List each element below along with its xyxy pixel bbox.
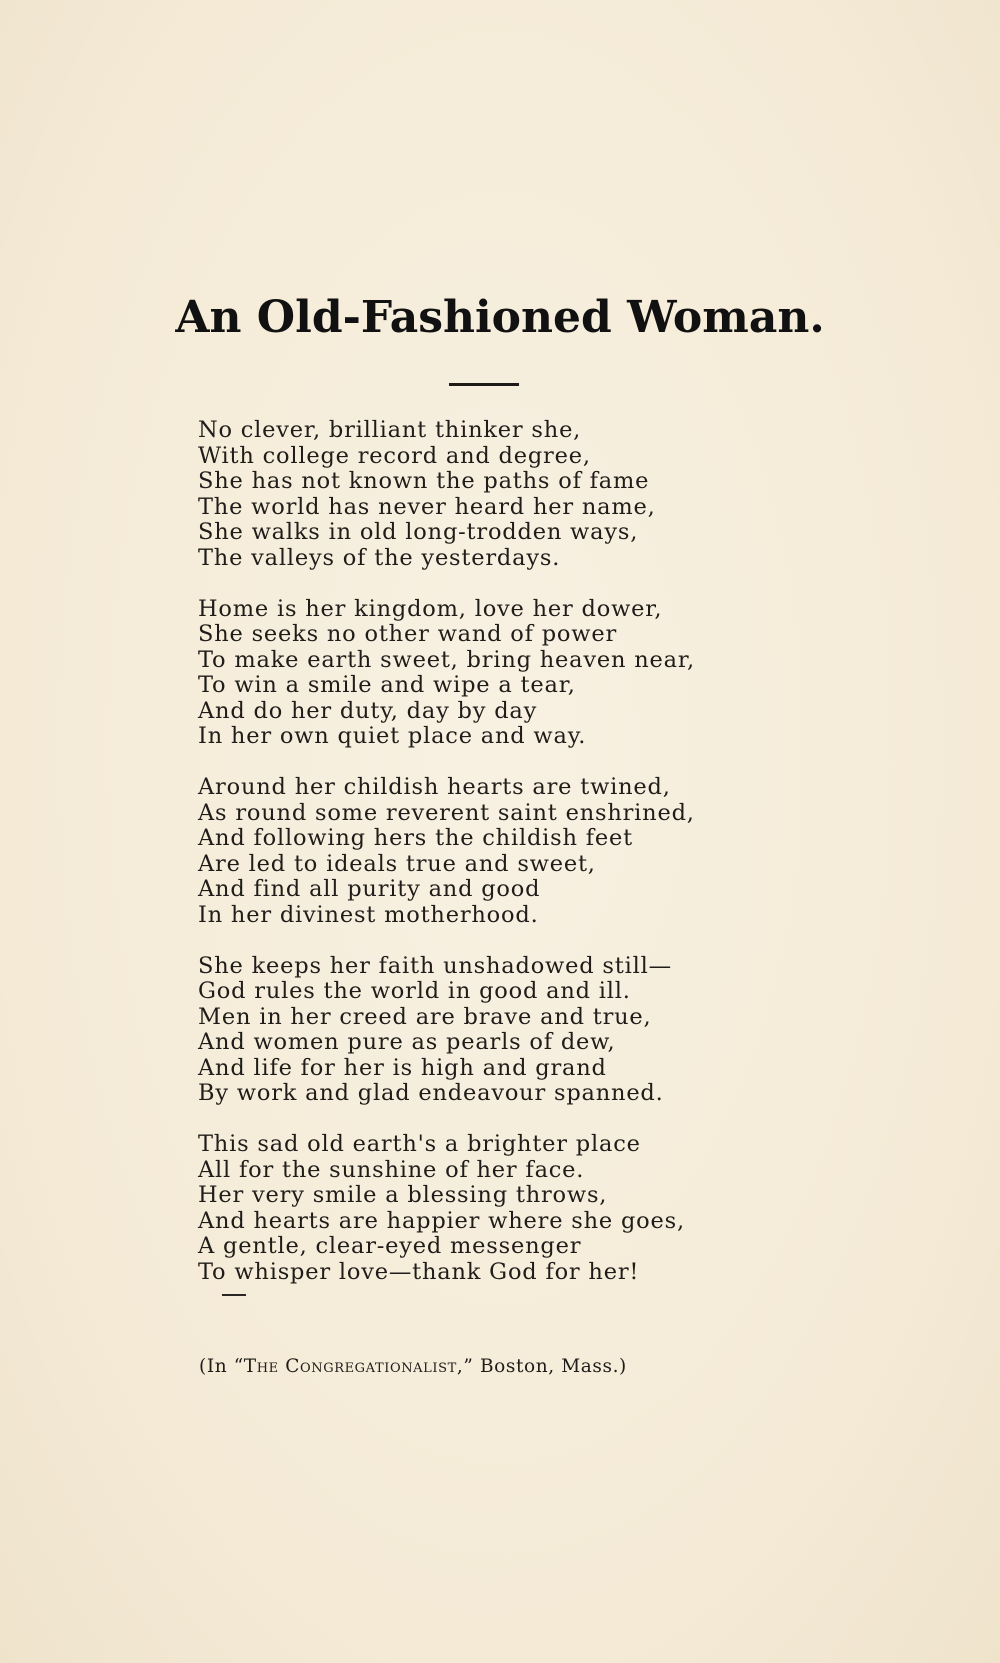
poem-line: As round some reverent saint enshrined, — [198, 799, 695, 826]
poem-line: Around her childish hearts are twined, — [198, 774, 671, 800]
poem-line: Home is her kingdom, love her dower, — [198, 595, 663, 622]
stanza-3 — [198, 775, 798, 928]
poem-line: All for the sunshine of her face. — [198, 1156, 585, 1183]
poem-line: And following hers the childish feet — [198, 825, 633, 851]
poem-line: With college record and degree, — [198, 442, 591, 469]
poem-line: A gentle, clear-eyed messenger — [198, 1233, 582, 1259]
poem-line: The valleys of the yesterdays. — [198, 544, 561, 571]
poem-line: And hearts are happier where she goes, — [198, 1207, 685, 1234]
poem-line: To whisper love—thank God for her! — [198, 1258, 640, 1285]
poem-line: In her divinest motherhood. — [198, 901, 539, 928]
poem-line: To make earth sweet, bring heaven near, — [198, 646, 695, 673]
closing-dash — [222, 1294, 246, 1296]
poem-line: She seeks no other wand of power — [198, 621, 617, 647]
poem-line: And life for her is high and grand — [198, 1054, 607, 1081]
poem-line: Her very smile a blessing throws, — [198, 1182, 608, 1208]
poem-line: And find all purity and good — [198, 876, 541, 902]
poem-line: She walks in old long-trodden ways, — [198, 519, 639, 545]
poem-line: She keeps her faith unshadowed still— — [198, 952, 672, 979]
poem-line: By work and glad endeavour spanned. — [198, 1080, 664, 1106]
poem-line: She has not known the paths of fame — [198, 468, 650, 494]
poem-line: Are led to ideals true and sweet, — [198, 850, 596, 877]
poem-line: In her own quiet place and way. — [198, 723, 587, 749]
source-citation — [199, 1356, 627, 1377]
citation-prefix: (In “ — [199, 1356, 244, 1377]
poem-body — [198, 418, 798, 1311]
title-underline — [449, 383, 519, 386]
poem-line: This sad old earth's a brighter place — [198, 1131, 641, 1157]
citation-suffix: ,” Boston, Mass.) — [456, 1356, 627, 1377]
stanza-1 — [198, 418, 798, 571]
poem-line: And women pure as pearls of dew, — [198, 1029, 616, 1055]
poem-line: The world has never heard her name, — [198, 493, 656, 520]
citation-publication: The Congregationalist — [243, 1356, 457, 1377]
poem-line: God rules the world in good and ill. — [198, 978, 631, 1004]
poem-line: And do her duty, day by day — [198, 697, 538, 724]
stanza-5 — [198, 1132, 798, 1285]
poem-line: Men in her creed are brave and true, — [198, 1003, 652, 1030]
poem-line: No clever, brilliant thinker she, — [198, 417, 582, 443]
stanza-4 — [198, 954, 798, 1107]
stanza-2 — [198, 597, 798, 750]
poem-title: An Old-Fashioned Woman. — [175, 292, 825, 343]
poem-line: To win a smile and wipe a tear, — [198, 672, 576, 698]
